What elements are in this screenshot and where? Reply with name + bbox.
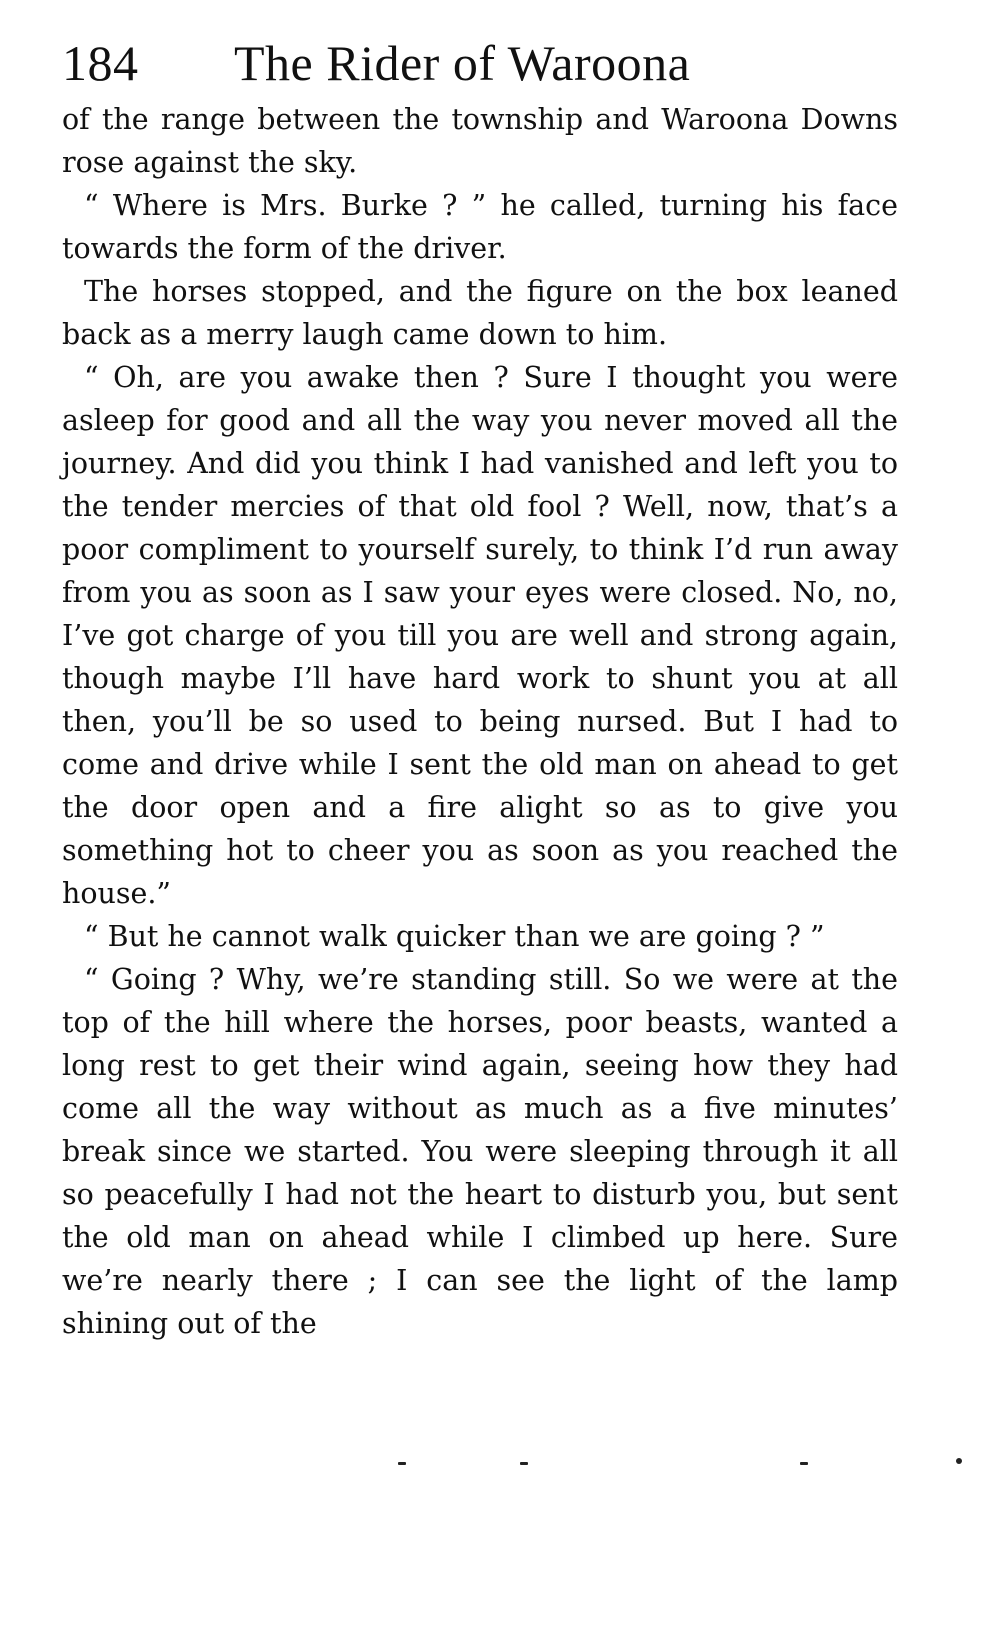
body-text <box>62 98 898 1345</box>
paragraph: “ Where is Mrs. Burke ? ” he called, turning his face towards the form of the driver. <box>62 189 898 265</box>
running-title: The Rider of Waroona <box>234 35 691 91</box>
paragraph: “ Oh, are you awake then ? Sure I thought you were asleep for good and all the way you never moved all the journey. And did you think I had vanished and left you to the tender mercies of that old fool ? Well, now, that’s a poor compliment to yourself surely, to think I’d run away from you as soon as I saw your eyes were closed. No, no, I’ve got charge of you till you are well and strong again, though maybe I’ll have hard work to shunt you at all then, you’ll be so used to being nursed. But I had to come and drive while I sent the old man on ahead to get the door open and a fire alight so as to give you something hot to cheer you as soon as you reached the house.” <box>62 361 898 910</box>
book-page <box>62 28 898 1345</box>
paragraph: “ But he cannot walk quicker than we are going ? ” <box>84 920 825 953</box>
page-number: 184 <box>62 35 139 91</box>
paragraph: “ Going ? Why, we’re standing still. So we were at the top of the hill where the horses, poor beasts, wanted a long rest to get their wind again, seeing how they had come all the way without as much as a five minutes’ break since we started. You were sleeping through it all so peacefully I had not the heart to disturb you, but sent the old man on ahead while I climbed up here. Sure we’re nearly there ; I can see the light of the lamp shining out of the <box>62 963 898 1340</box>
paragraph: The horses stopped, and the figure on the box leaned back as a merry laugh came down to him. <box>62 275 898 351</box>
print-speck <box>956 1458 962 1464</box>
paragraph-continuation: of the range between the township and Waroona Downs rose against the sky. <box>62 103 898 179</box>
print-speck <box>800 1462 808 1465</box>
print-speck <box>520 1462 528 1465</box>
print-speck <box>398 1462 406 1465</box>
running-head <box>62 28 898 98</box>
